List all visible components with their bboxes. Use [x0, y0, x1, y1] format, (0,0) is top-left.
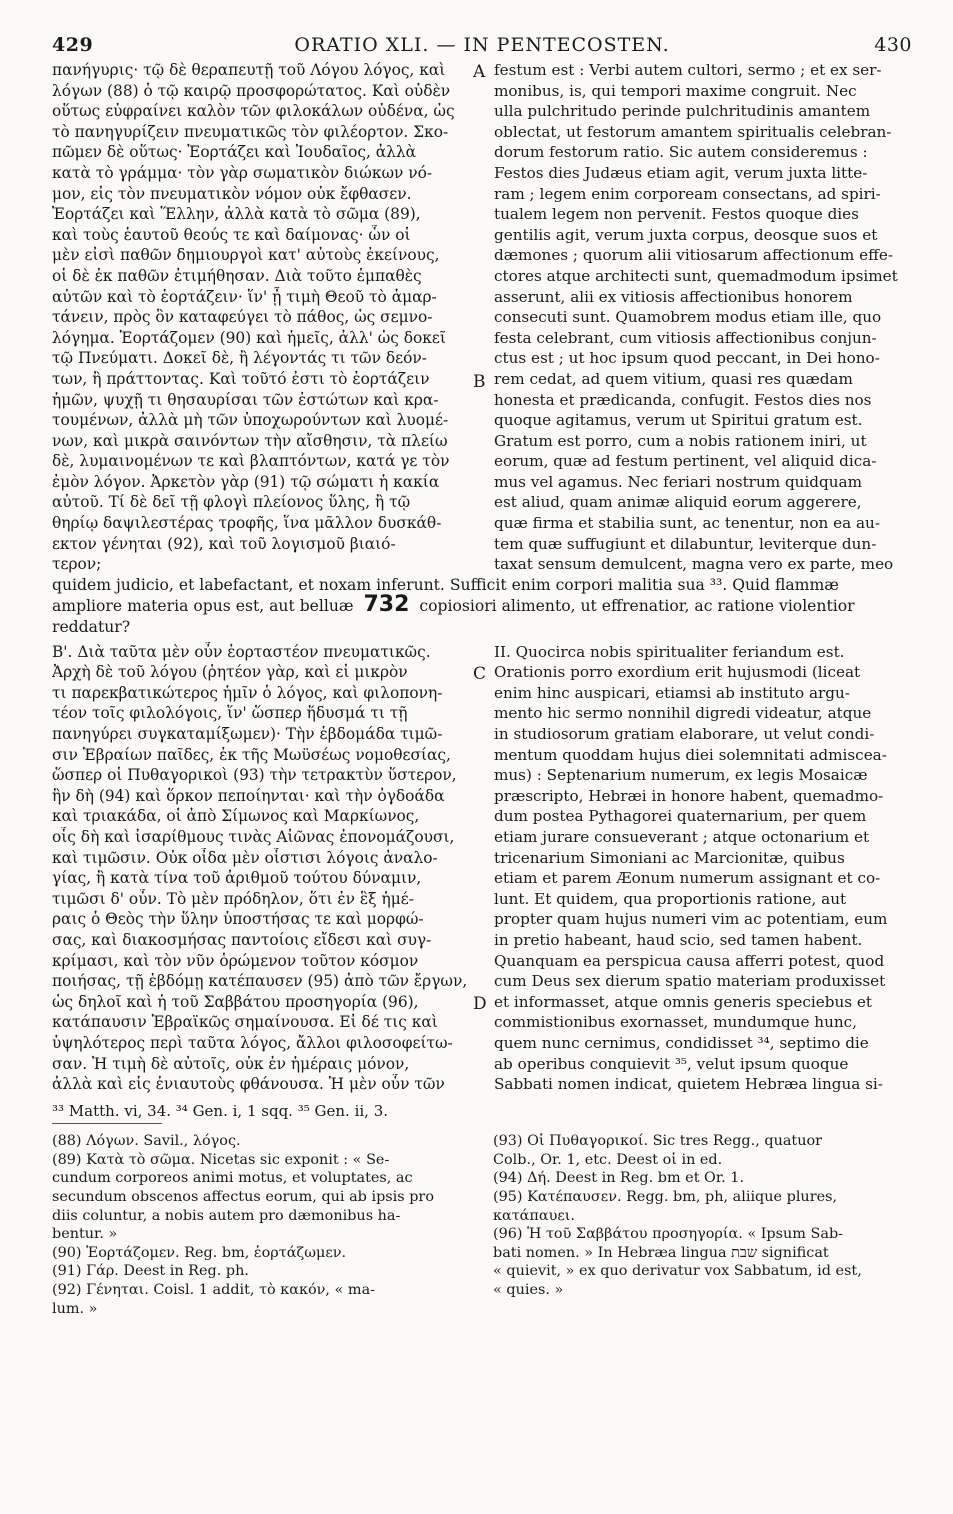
greek-line: τιμῶσι δ' οὖν. Τὸ μὲν πρόδηλον, ὅτι ἐν ἓξ ἡμέ-: [52, 889, 414, 908]
latin-line: enim hinc auspicari, etiamsi ab instituto argu-: [494, 683, 850, 702]
marker-d: D: [473, 993, 487, 1014]
latin-line: mus vel agamus. Nec feriari nostrum quidquam: [494, 472, 862, 491]
greek-line: ἐμὸν λόγον. Ἀρκετὸν γὰρ (91) τῷ σώματι ἡ κακία: [52, 472, 440, 491]
footnote-line: lum. »: [52, 1300, 98, 1317]
greek-line: τερον;: [52, 555, 102, 574]
latin-line: tem quæ suffugiunt et dilabuntur, leviterque dun-: [494, 534, 877, 553]
footnote-line: (91) Γάρ. Deest in Reg. ph.: [52, 1263, 249, 1280]
greek-line: κατὰ τὸ γράμμα· τὸν γὰρ σωματικὸν διώκων νό-: [52, 163, 433, 182]
greek-column: [52, 642, 470, 1095]
latin-line: ulla pulchritudo perinde pulchritudinis amantem: [494, 102, 871, 121]
greek-line: λόγων (88) ὁ τῷ καιρῷ προσφορώτατος. Καὶ οὐδὲν: [52, 81, 451, 100]
greek-line: Ἑορτάζει καὶ Ἕλλην, ἀλλὰ κατὰ τὸ σῶμα (89),: [52, 205, 421, 224]
greek-line: ὥσπερ οἱ Πυθαγορικοὶ (93) τὴν τετρακτὺν ὕστερον,: [52, 766, 457, 785]
latin-line: Festos dies Judæus etiam agit, verum juxta litte-: [494, 163, 868, 182]
latin-line: tricenarium Simoniani ac Marcionitæ, quibus: [494, 848, 845, 867]
latin-line: festa celebrant, cum vitiosis affectionibus conjun-: [494, 328, 877, 347]
latin-line: quæ firma et stabilia sunt, ac tenentur, non ea au-: [494, 514, 880, 533]
latin-line: oblectat, ut festorum amantem spiritualis celebran-: [494, 122, 892, 141]
footnote-line: Colb., Or. 1, etc. Deest οἱ in ed.: [493, 1151, 723, 1168]
full-width-text: [52, 575, 912, 638]
greek-line: τουμένων, ἀλλὰ μὴ τῶν ὑποχωρούντων καὶ λυομέ-: [52, 411, 449, 430]
latin-line: etiam jurare consueverant ; atque octonarium et: [494, 827, 870, 846]
greek-line: νων, καὶ μικρὰ σαινόντων τὴν αἴσθησιν, τὰ πλείω: [52, 431, 448, 450]
latin-line: dum postea Pythagorei quaternarium, per quem: [494, 807, 867, 826]
latin-line: et informasset, atque omnis generis speciebus et: [494, 992, 872, 1011]
latin-column: [490, 642, 887, 1095]
greek-line: αὐτῶν καὶ τὸ ἑορτάζειν· ἵν' ᾖ τιμὴ Θεοῦ τὸ ἁμαρ-: [52, 287, 437, 306]
latin-line: mento hic sermo nonnihil digredi videatur, atque: [494, 704, 872, 723]
footnote-line: bentur. »: [52, 1226, 118, 1243]
greek-column: [52, 60, 470, 575]
latin-line: asserunt, alii ex vitiosis affectionibus honorem: [494, 287, 853, 306]
footnote-line: bati nomen. » In Hebræa lingua שבת significat: [493, 1244, 829, 1261]
latin-line: Sabbati nomen indicat, quietem Hebræa lingua si-: [494, 1075, 883, 1094]
marker-column: [470, 642, 490, 1095]
latin-line: II. Quocirca nobis spiritualiter feriandum est.: [494, 642, 845, 661]
greek-line: ἣν δὴ (94) καὶ ὅρκον πεποίηνται· καὶ τὴν ὀγδοάδα: [52, 786, 445, 805]
greek-line: των, ἢ πράττοντας. Καὶ τοῦτό ἐστι τὸ ἑορτάζειν: [52, 369, 430, 388]
greek-line: Ἀρχὴ δὲ τοῦ λόγου (ῥητέον γὰρ, καὶ εἰ μικρὸν: [52, 663, 408, 682]
greek-line: καὶ τριακάδα, οἱ ἀπὸ Σίμωνος καὶ Μαρκίωνος,: [52, 807, 420, 826]
latin-line: quem nunc cernimus, condidisset ³⁴, septimo die: [494, 1033, 869, 1052]
footnotes-right: [471, 1132, 912, 1318]
greek-line: τῷ Πνεύματι. Δοκεῖ δὲ, ἢ λέγοντάς τι τῶν δεόν-: [52, 349, 427, 368]
latin-line: Orationis porro exordium erit hujusmodi (liceat: [494, 663, 861, 682]
latin-line: est aliud, quam animæ aliquid eorum aggerere,: [494, 493, 862, 512]
greek-line: δὲ, λυμαινομένων τε καὶ βλαπτόντων, κατά γε τὸν: [52, 452, 450, 471]
footnote-line: (93) Οἱ Πυθαγορικοί. Sic tres Regg., quatuor: [493, 1133, 823, 1150]
greek-line: σας, καὶ διακοσμήσας παντοίοις εἴδεσι καὶ συγ-: [52, 930, 432, 949]
latin-line: lunt. Et quidem, qua proportionis ratione, aut: [494, 889, 847, 908]
greek-line: πῶμεν δὲ οὕτως· Ἑορτάζει καὶ Ἰουδαῖος, ἀλλὰ: [52, 143, 417, 162]
latin-line: festum est : Verbi autem cultori, sermo ; et ex ser-: [494, 61, 882, 79]
page-number-left: 429: [52, 34, 94, 56]
footnote-rule: [52, 1123, 162, 1124]
greek-line: κρίμασι, καὶ τὸν νῦν ὁρώμενον τοῦτον κόσμον: [52, 951, 419, 970]
footnote-line: (92) Γένηται. Coisl. 1 addit, τὸ κακόν, « ma-: [52, 1281, 376, 1298]
greek-line: τέον τοῖς φιλολόγοις, ἵν' ὥσπερ ἥδυσμά τι τῇ: [52, 704, 408, 723]
marker-a: A: [473, 62, 486, 82]
greek-line: εκτον γένηται (92), καὶ τοῦ λογισμοῦ βιαιό-: [52, 534, 396, 553]
column-number: 732: [363, 592, 410, 618]
latin-line: in pretio habeant, haud scio, sed tamen habent.: [494, 930, 863, 949]
latin-line: ctus est ; ut hoc ipsum quod peccant, in Dei hono-: [494, 349, 880, 368]
latin-line: ctores atque architecti sunt, quemadmodum ipsimet: [494, 266, 898, 285]
greek-line: τι παρεκβατικώτερος ἡμῖν ὁ λόγος, καὶ φιλοπονη-: [52, 683, 443, 702]
footnotes: [52, 1132, 912, 1318]
full-line-1: quidem judicio, et labefactant, et noxam inferunt. Sufficit enim corpori malitia sua ³³. Quid flammæ: [52, 575, 839, 594]
greek-line: καὶ τοὺς ἑαυτοῦ θεούς τε καὶ δαίμονας· ὧν οἱ: [52, 225, 411, 244]
footnote-line: (88) Λόγων. Savil., λόγος.: [52, 1133, 241, 1150]
greek-line: οἱ δὲ ἐκ παθῶν ἐτιμήθησαν. Διὰ τοῦτο ἐμπαθὲς: [52, 266, 422, 285]
full-line-2: ampliore materia opus est, aut belluæ 732 copiosiori alimento, ut effrenatior, ac ratione violentior: [52, 592, 855, 618]
latin-line: rem cedat, ad quem vitium, quasi res quædam: [494, 369, 853, 388]
text-block-1: [52, 60, 912, 575]
latin-line: commistionibus exornasset, mundumque hunc,: [494, 1013, 857, 1032]
latin-line: gentilis agit, verum juxta corpus, deosque suos et: [494, 225, 878, 244]
greek-line: οἷς δὴ καὶ ἰσαρίθμους τινὰς Αἰῶνας ἐπονομάζουσι,: [52, 827, 455, 846]
latin-line: ab operibus conquievit ³⁵, velut ipsum quoque: [494, 1054, 849, 1073]
footnote-line: (96) Ἡ τοῦ Σαββάτου προσηγορία. « Ipsum Sab-: [493, 1226, 844, 1243]
greek-line: ἡμῶν, ψυχῇ τι θησαυρίσαι τῶν ἑστώτων καὶ κρα-: [52, 390, 439, 409]
footnote-line: cundum corporeos animi motus, et voluptates, ac: [52, 1170, 413, 1187]
page: [52, 34, 912, 1318]
greek-line: ὡς δηλοῖ καὶ ἡ τοῦ Σαββάτου προσηγορία (96),: [52, 992, 419, 1011]
latin-line: dæmones ; quorum alii vitiosarum affectionum effe-: [494, 246, 894, 265]
latin-line: quoque agitamus, verum ut Spiritui gratum est.: [494, 411, 863, 430]
running-header: [52, 34, 912, 60]
latin-line: consecuti sunt. Quamobrem modus etiam ille, quo: [494, 308, 882, 327]
footnote-line: κατάπαυει.: [493, 1207, 575, 1224]
latin-line: præscripto, Hebræi in honore habent, quemadmo-: [494, 786, 884, 805]
latin-line: taxat sensum demulcent, magna vero ex parte, meo: [494, 555, 894, 574]
greek-line: μον, εἰς τὸν πνευματικὸν νόμον οὐκ ἔφθασεν.: [52, 184, 412, 203]
footnote-line: (90) Ἑορτάζομεν. Reg. bm, ἑορτάζωμεν.: [52, 1244, 347, 1261]
latin-line: eorum, quæ ad festum pertinent, vel aliquid dica-: [494, 452, 877, 471]
footnote-line: (95) Κατέπαυσεν. Regg. bm, ph, aliique plures,: [493, 1188, 838, 1205]
latin-line: propter quam hujus numeri vim ac potentiam, eum: [494, 910, 888, 929]
greek-line: τὸ πανηγυρίζειν πνευματικῶς τὸν φιλέορτον. Σκο-: [52, 122, 449, 141]
latin-line: mus) : Septenarium numerum, ex legis Mosaicæ: [494, 766, 868, 785]
footnote-line: « quievit, » ex quo derivatur vox Sabbatum, id est,: [493, 1263, 862, 1280]
latin-line: Gratum est porro, cum a nobis rationem iniri, ut: [494, 431, 867, 450]
latin-line: mentum quoddam hujus diei solemnitati admiscea-: [494, 745, 887, 764]
greek-line: πανηγύρει συγκαταμίξωμεν)· Τὴν ἑβδομάδα τιμῶ-: [52, 725, 443, 743]
greek-line: Β'. Διὰ ταῦτα μὲν οὖν ἑορταστέον πνευματικῶς.: [52, 642, 431, 661]
full-line-3: reddatur?: [52, 618, 131, 637]
greek-line: ραις ὁ Θεὸς τὴν ὕλην ὑποστήσας τε καὶ μορφώ-: [52, 910, 424, 929]
greek-line: καὶ τιμῶσιν. Οὐκ οἶδα μὲν οἷστισι λόγοις ἀναλο-: [52, 848, 438, 867]
footnote-line: (94) Δή. Deest in Reg. bm et Or. 1.: [493, 1170, 745, 1187]
marker-c: C: [473, 663, 487, 684]
footnote-line: (89) Κατὰ τὸ σῶμα. Nicetas sic exponit : « Se-: [52, 1151, 390, 1168]
footnote-line: secundum obscenos affectus eorum, qui ab ipsis pro: [52, 1188, 434, 1205]
latin-line: monibus, is, qui tempori maxime congruit. Nec: [494, 81, 857, 100]
scripture-refs: ³³ Matth. vi, 34. ³⁴ Gen. i, 1 sqq. ³⁵ Gen. ii, 3.: [52, 1101, 389, 1120]
greek-line: γίας, ἢ κατὰ τίνα τοῦ ἀριθμοῦ τούτου δύναμιν,: [52, 869, 422, 888]
greek-line: μὲν εἰσὶ παθῶν δημιουργοὶ κατ' αὐτοὺς ἐκείνους,: [52, 246, 440, 265]
greek-line: λόγημα. Ἑορτάζομεν (90) καὶ ἡμεῖς, ἀλλ' ὡς δοκεῖ: [52, 328, 446, 347]
scripture-references: [52, 1101, 912, 1122]
marker-b: B: [473, 372, 486, 392]
page-number-right: 430: [874, 34, 912, 56]
latin-line: honesta et prædicanda, confugit. Festos dies nos: [494, 390, 872, 409]
latin-line: etiam et parem Æonum numerum assignant et co-: [494, 869, 881, 888]
greek-line: σιν Ἑβραίων παῖδες, ἐκ τῆς Μωϋσέως νομοθεσίας,: [52, 745, 451, 764]
latin-line: in studiosorum gratiam elaborare, ut velut condi-: [494, 725, 875, 743]
greek-line: θηρίῳ δαψιλεστέρας τροφῆς, ἵνα μᾶλλον δυσκάθ-: [52, 514, 442, 533]
latin-line: tualem legem non pervenit. Festos quoque dies: [494, 205, 859, 224]
text-block-2: [52, 642, 912, 1095]
marker-column: [470, 60, 490, 575]
running-title: ORATIO XLI. — IN PENTECOSTEN.: [294, 34, 670, 56]
latin-column: [490, 60, 898, 575]
greek-line: οὕτως εὐφραίνει καλὸν τῶν φιλοκάλων οὐδένα, ὡς: [52, 102, 455, 121]
greek-line: πανήγυρις· τῷ δὲ θεραπευτῇ τοῦ Λόγου λόγος, καὶ: [52, 61, 446, 79]
latin-line: ram ; legem enim corpoream consectans, ad spiri-: [494, 184, 881, 203]
greek-line: κατάπαυσιν Ἑβραϊκῶς σημαίνουσα. Εἰ δέ τις καὶ: [52, 1013, 438, 1032]
greek-line: ποιήσας, τῇ ἑβδόμῃ κατέπαυσεν (95) ἀπὸ τῶν ἔργων,: [52, 972, 468, 991]
footnotes-left: [52, 1132, 471, 1318]
footnote-line: diis coluntur, a nobis autem pro dæmonibus ha-: [52, 1207, 401, 1224]
greek-line: ἀλλὰ καὶ εἰς ἐνιαυτοὺς φθάνουσα. Ἡ μὲν οὖν τῶν: [52, 1075, 445, 1094]
greek-line: αὐτοῦ. Τί δὲ δεῖ τῇ φλογὶ πλείονος ὕλης, ἢ τῷ: [52, 493, 411, 512]
greek-line: ὑψηλότερος περὶ ταῦτα λόγος, ἄλλοι φιλοσοφείτω-: [52, 1033, 453, 1052]
greek-line: σαν. Ἡ τιμὴ δὲ αὐτοῖς, οὐκ ἐν ἡμέραις μόνον,: [52, 1054, 410, 1073]
latin-line: cum Deus sex dierum spatio materiam produxisset: [494, 972, 886, 991]
latin-line: dorum festorum ratio. Sic autem consideremus :: [494, 143, 868, 162]
greek-line: τάνειν, πρὸς ὃν καταφεύγει τὸ πάθος, ὡς σεμνο-: [52, 308, 433, 327]
latin-line: Quanquam ea perspicua causa afferri potest, quod: [494, 951, 885, 970]
footnote-line: « quies. »: [493, 1281, 564, 1298]
